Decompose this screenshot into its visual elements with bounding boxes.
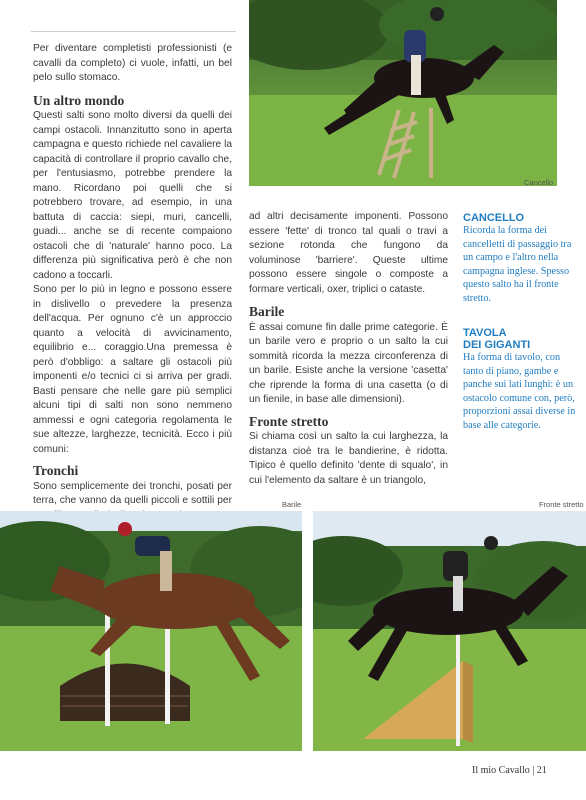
- column-1: [33, 42, 232, 523]
- paragraph-barile: È assai comune fin dalle prime categorie. È un barile vero e proprio o un salto la cui sommità ricorda la mezza circonferenza di un barile. Esiste anche la versione 'casetta' che riprende la forma di una casetta (o di un fienile, in base alle dimensioni).: [249, 321, 448, 405]
- sidebar-title-cancello: CANCELLO: [463, 212, 525, 224]
- sidebar: [463, 212, 578, 432]
- intro-paragraph: Per diventare completisti professionisti (e cavalli da completo) ci vuole, infatti, un bel pelo sullo stomaco.: [33, 43, 232, 83]
- sidebar-title-tavola-1: TAVOLA: [463, 327, 507, 339]
- column-2: [249, 210, 448, 488]
- paragraph-tronchi-cont: ad altri decisamente imponenti. Possono essere 'fette' di tronco tal quali o travi a sezione rotonda che fungono da voluminose 'barriere'. Queste ultime possono essere singole o composte a formare verticali, oxer, triplici o cataste.: [249, 211, 448, 295]
- sidebar-body-tavola: Ha forma di tavolo, con tanto di piano, gambe e panche sui lati lunghi: è un ostacolo comune con, però, proporzioni assai diverse in base alle categorie.: [463, 352, 576, 431]
- photo-fronte-stretto: [313, 511, 586, 751]
- heading-altro-mondo: Un altro mondo: [33, 92, 125, 108]
- paragraph-tronchi: Sono semplicemente dei tronchi, posati per terra, che vanno da quelli piccoli e sottili per: [33, 480, 232, 506]
- paragraph-fronte-stretto: Si chiama così un salto la cui larghezza, la distanza cioè tra le bandierine, è ridotta. Tipico è quello definito 'dente di squalo', in cui l'elemento da saltare è un triangolo,: [249, 431, 448, 486]
- caption-fronte-stretto: Fronte stretto: [539, 500, 584, 509]
- heading-tronchi: Tronchi: [33, 463, 79, 478]
- caption-cancello: Cancello: [524, 178, 554, 187]
- footer-separator: |: [532, 765, 535, 776]
- top-rule: [31, 31, 236, 32]
- footer-page-number: 21: [536, 765, 547, 776]
- photo-barile: [0, 511, 302, 751]
- sidebar-title-tavola-2: DEI GIGANTI: [463, 339, 531, 351]
- photo-cancello: [249, 0, 557, 186]
- footer: [472, 765, 547, 776]
- footer-magazine-title: Il mio Cavallo: [472, 765, 530, 776]
- paragraph-altro-mondo-2: Sono per lo più in legno e possono essere in dislivello o prevedere la presenza dell'acqua. Per ognuno c'è un approccio quanto a velocità di avvicinamento, equilibrio e... coraggio.Una premessa è però d'obbligo: a saltare gli ostacoli più imponenti e/o tecnici ci si arriva per gradi. Basti pensare che nelle gare più semplici alcuni tipi di salti non sono nemmeno ammessi e ogni categoria regolamenta le sue altezze, larghezze, tecnicità. Ecco i più comuni:: [33, 284, 232, 455]
- sidebar-body-cancello: Ricorda la forma dei cancelletti di passaggio tra un campo e l'altro nella campagna inglese. Spesso questo salto ha il fronte stretto.: [463, 225, 572, 304]
- paragraph-altro-mondo: Questi salti sono molto diversi da quelli dei campi ostacoli. Innanzitutto sono in aperta campagna e questo richiede nel cavaliere la capacità di controllare il proprio cavallo che, per l'entusiasmo, potrebbe prendere la mano. Ricordano poi quelli che si potrebbero trovare, ad esempio, in una battuta di caccia: siepi, muri, cancelli, guadi... anche se di recente compaiono ostacoli che di 'naturale' hanno poco. La differenza più significativa però è che non cadono a toccarli.: [33, 110, 232, 281]
- caption-barile: Barile: [282, 500, 302, 509]
- heading-barile: Barile: [249, 304, 285, 319]
- heading-fronte-stretto: Fronte stretto: [249, 413, 329, 429]
